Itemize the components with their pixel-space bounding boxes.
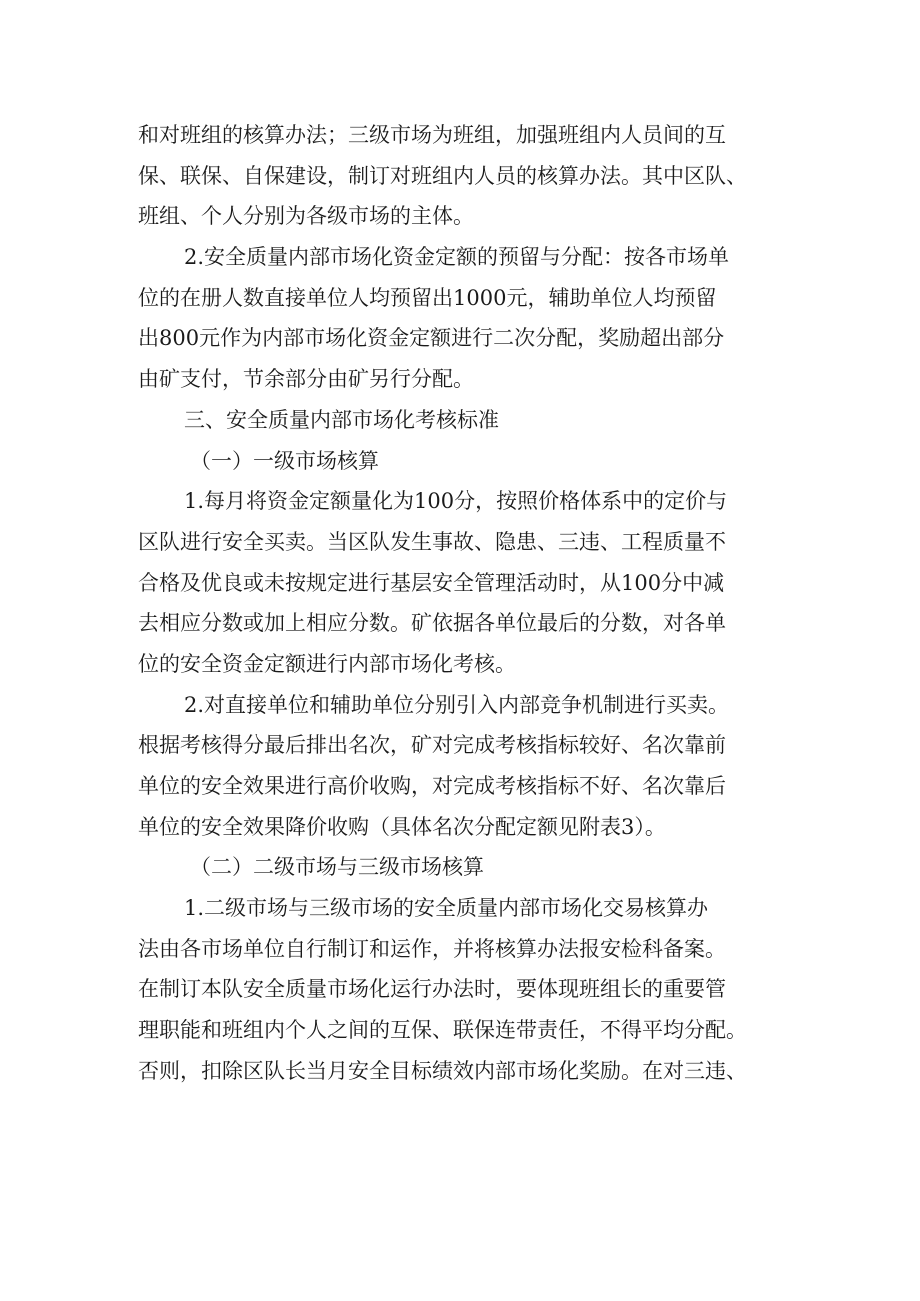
text-line: 由矿支付，节余部分由矿另行分配。 <box>138 367 474 392</box>
text-line: 位的安全资金定额进行内部市场化考核。 <box>138 651 516 676</box>
text-line: 2.安全质量内部市场化资金定额的预留与分配：按各市场单 <box>184 245 730 270</box>
text-line: 法由各市场单位自行制订和运作，并将核算办法报安检科备案。 <box>138 936 726 961</box>
text-line: 单位的安全效果降价收购（具体名次分配定额见附表3）。 <box>138 814 666 839</box>
text-line: 根据考核得分最后排出名次，矿对完成考核指标较好、名次靠前 <box>138 733 726 758</box>
text-line: 1.二级市场与三级市场的安全质量内部市场化交易核算办 <box>184 896 709 921</box>
body-text <box>138 115 788 1092</box>
text-line: 理职能和班组内个人之间的互保、联保连带责任，不得平均分配。 <box>138 1018 747 1043</box>
text-line: （二）二级市场与三级市场核算 <box>190 855 484 880</box>
text-line: 区队进行安全买卖。当区队发生事故、隐患、三违、工程质量不 <box>138 529 726 554</box>
text-line: 1.每月将资金定额量化为100分，按照价格体系中的定价与 <box>184 489 728 514</box>
text-line: 单位的安全效果进行高价收购，对完成考核指标不好、名次靠后 <box>138 774 726 798</box>
text-line: 位的在册人数直接单位人均预留出1000元，辅助单位人均预留 <box>138 285 717 310</box>
text-line: 保、联保、自保建设，制订对班组内人员的核算办法。其中区队、 <box>138 163 747 188</box>
text-line: 去相应分数或加上相应分数。矿依据各单位最后的分数，对各单 <box>138 611 726 636</box>
text-line: 在制订本队安全质量市场化运行办法时，要体现班组长的重要管 <box>138 977 726 1002</box>
text-line: 和对班组的核算办法；三级市场为班组，加强班组内人员间的互 <box>138 123 726 147</box>
text-line: 班组、个人分别为各级市场的主体。 <box>138 204 474 229</box>
text-line: 三、安全质量内部市场化考核标准 <box>184 407 499 432</box>
text-line: （一）一级市场核算 <box>190 448 379 473</box>
text-line: 否则，扣除区队长当月安全目标绩效内部市场化奖励。在对三违、 <box>138 1058 747 1083</box>
text-line: 合格及优良或未按规定进行基层安全管理活动时，从100分中减 <box>138 570 725 595</box>
text-line: 2.对直接单位和辅助单位分别引入内部竞争机制进行买卖。 <box>184 692 730 717</box>
text-line: 出800元作为内部市场化资金定额进行二次分配，奖励超出部分 <box>138 326 725 351</box>
